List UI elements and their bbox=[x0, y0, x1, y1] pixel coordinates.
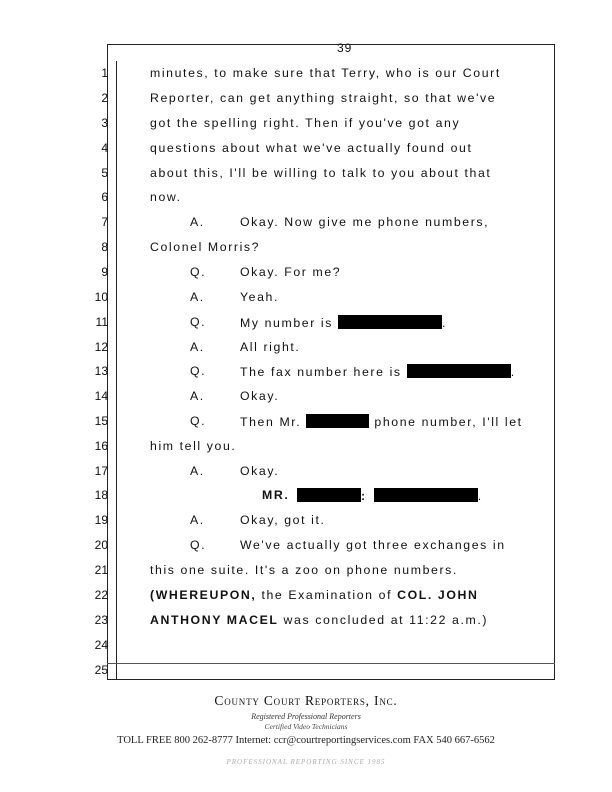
transcript-line: Okay, got it. bbox=[240, 513, 326, 527]
paren-open: ( bbox=[150, 588, 156, 602]
line-number: 20 bbox=[94, 538, 108, 552]
transcript-line: We've actually got three exchanges in bbox=[240, 538, 506, 552]
line-number: 16 bbox=[94, 439, 108, 453]
line-end: . bbox=[510, 365, 516, 379]
contact-line: TOLL FREE 800 262-8777 Internet: ccr@courtreportingservices.com FAX 540 667-6562 bbox=[117, 735, 495, 746]
redaction-block bbox=[374, 488, 478, 502]
transcript-frame bbox=[107, 44, 555, 680]
line-number: 10 bbox=[94, 290, 108, 304]
speaker-label: A. bbox=[190, 464, 205, 478]
line-number: 2 bbox=[101, 91, 108, 105]
line-text: My number is bbox=[240, 316, 333, 330]
line-number: 7 bbox=[101, 215, 108, 229]
bold-text: WHEREUPON, bbox=[155, 588, 257, 602]
redaction-block bbox=[407, 364, 511, 378]
speaker-label: A. bbox=[190, 340, 205, 354]
redaction-block bbox=[338, 315, 442, 329]
transcript-line bbox=[297, 488, 483, 503]
line-number: 5 bbox=[101, 166, 108, 180]
speaker-label: A. bbox=[190, 513, 205, 527]
transcript-line: now. bbox=[150, 190, 182, 204]
speaker-colon: : bbox=[361, 489, 367, 503]
speaker-label: A. bbox=[190, 389, 205, 403]
line-number: 4 bbox=[101, 141, 108, 155]
line-number: 12 bbox=[94, 340, 108, 354]
bold-text: COL. JOHN bbox=[397, 588, 479, 602]
transcript-line: All right. bbox=[240, 340, 301, 354]
line-number: 9 bbox=[101, 265, 108, 279]
transcript-line bbox=[240, 414, 523, 429]
line-number: 6 bbox=[101, 190, 108, 204]
line-number: 14 bbox=[94, 389, 108, 403]
since-line: PROFESSIONAL REPORTING SINCE 1985 bbox=[226, 758, 386, 766]
transcript-line: him tell you. bbox=[150, 439, 237, 453]
transcript-line: Colonel Morris? bbox=[150, 240, 261, 254]
transcript-line: about this, I'll be willing to talk to you about that bbox=[150, 166, 492, 180]
line-number: 19 bbox=[94, 513, 108, 527]
line-text: phone number, I'll let bbox=[374, 415, 523, 429]
line-number: 17 bbox=[94, 464, 108, 478]
line-text: Then Mr. bbox=[240, 415, 302, 429]
line-number: 1 bbox=[101, 66, 108, 80]
line-end: . bbox=[442, 316, 448, 330]
line-number: 25 bbox=[94, 663, 108, 677]
transcript-line bbox=[150, 588, 478, 602]
company-tagline: Registered Professional Reporters bbox=[251, 712, 361, 721]
redaction-block bbox=[297, 488, 361, 502]
line-number: 3 bbox=[101, 116, 108, 130]
company-tagline: Certified Video Technicians bbox=[264, 722, 348, 731]
speaker-label: A. bbox=[190, 290, 205, 304]
line-number: 13 bbox=[94, 364, 108, 378]
line-number: 22 bbox=[94, 588, 108, 602]
line-number: 8 bbox=[101, 240, 108, 254]
redaction-block bbox=[306, 414, 369, 428]
transcript-line bbox=[150, 613, 488, 627]
speaker-label: A. bbox=[190, 215, 205, 229]
line-end: . bbox=[477, 489, 483, 503]
transcript-line: Okay. For me? bbox=[240, 265, 342, 279]
speaker-label: Q. bbox=[190, 315, 207, 329]
transcript-line: questions about what we've actually found out bbox=[150, 141, 473, 155]
transcript-line bbox=[240, 364, 516, 379]
line-number: 11 bbox=[95, 315, 108, 329]
transcript-line bbox=[240, 315, 447, 330]
transcript-line: Okay. bbox=[240, 389, 280, 403]
transcript-line: Okay. Now give me phone numbers, bbox=[240, 215, 490, 229]
line-number: 24 bbox=[94, 638, 108, 652]
left-margin-rule bbox=[116, 61, 117, 680]
footer-rule bbox=[107, 663, 555, 664]
transcript-line: minutes, to make sure that Terry, who is our Court bbox=[150, 66, 501, 80]
line-text: The fax number here is bbox=[240, 365, 402, 379]
line-text: the Examination of bbox=[256, 588, 398, 602]
line-text: was concluded at 11:22 a.m.) bbox=[278, 613, 489, 627]
bold-text: ANTHONY MACEL bbox=[150, 613, 279, 627]
speaker-label: Q. bbox=[190, 414, 207, 428]
line-number: 18 bbox=[94, 488, 108, 502]
company-name: County Court Reporters, Inc. bbox=[214, 693, 398, 708]
transcript-line: Okay. bbox=[240, 464, 280, 478]
speaker-label: Q. bbox=[190, 538, 207, 552]
transcript-line: Yeah. bbox=[240, 290, 280, 304]
transcript-line: got the spelling right. Then if you've got any bbox=[150, 116, 461, 130]
speaker-label: MR. bbox=[262, 488, 290, 502]
speaker-label: Q. bbox=[190, 265, 207, 279]
line-number: 21 bbox=[94, 563, 108, 577]
line-number: 15 bbox=[94, 414, 108, 428]
page-number: 39 bbox=[337, 41, 353, 55]
speaker-label: Q. bbox=[190, 364, 207, 378]
transcript-line: Reporter, can get anything straight, so that we've bbox=[150, 91, 497, 105]
line-number: 23 bbox=[94, 613, 108, 627]
transcript-line: this one suite. It's a zoo on phone numbers. bbox=[150, 563, 458, 577]
